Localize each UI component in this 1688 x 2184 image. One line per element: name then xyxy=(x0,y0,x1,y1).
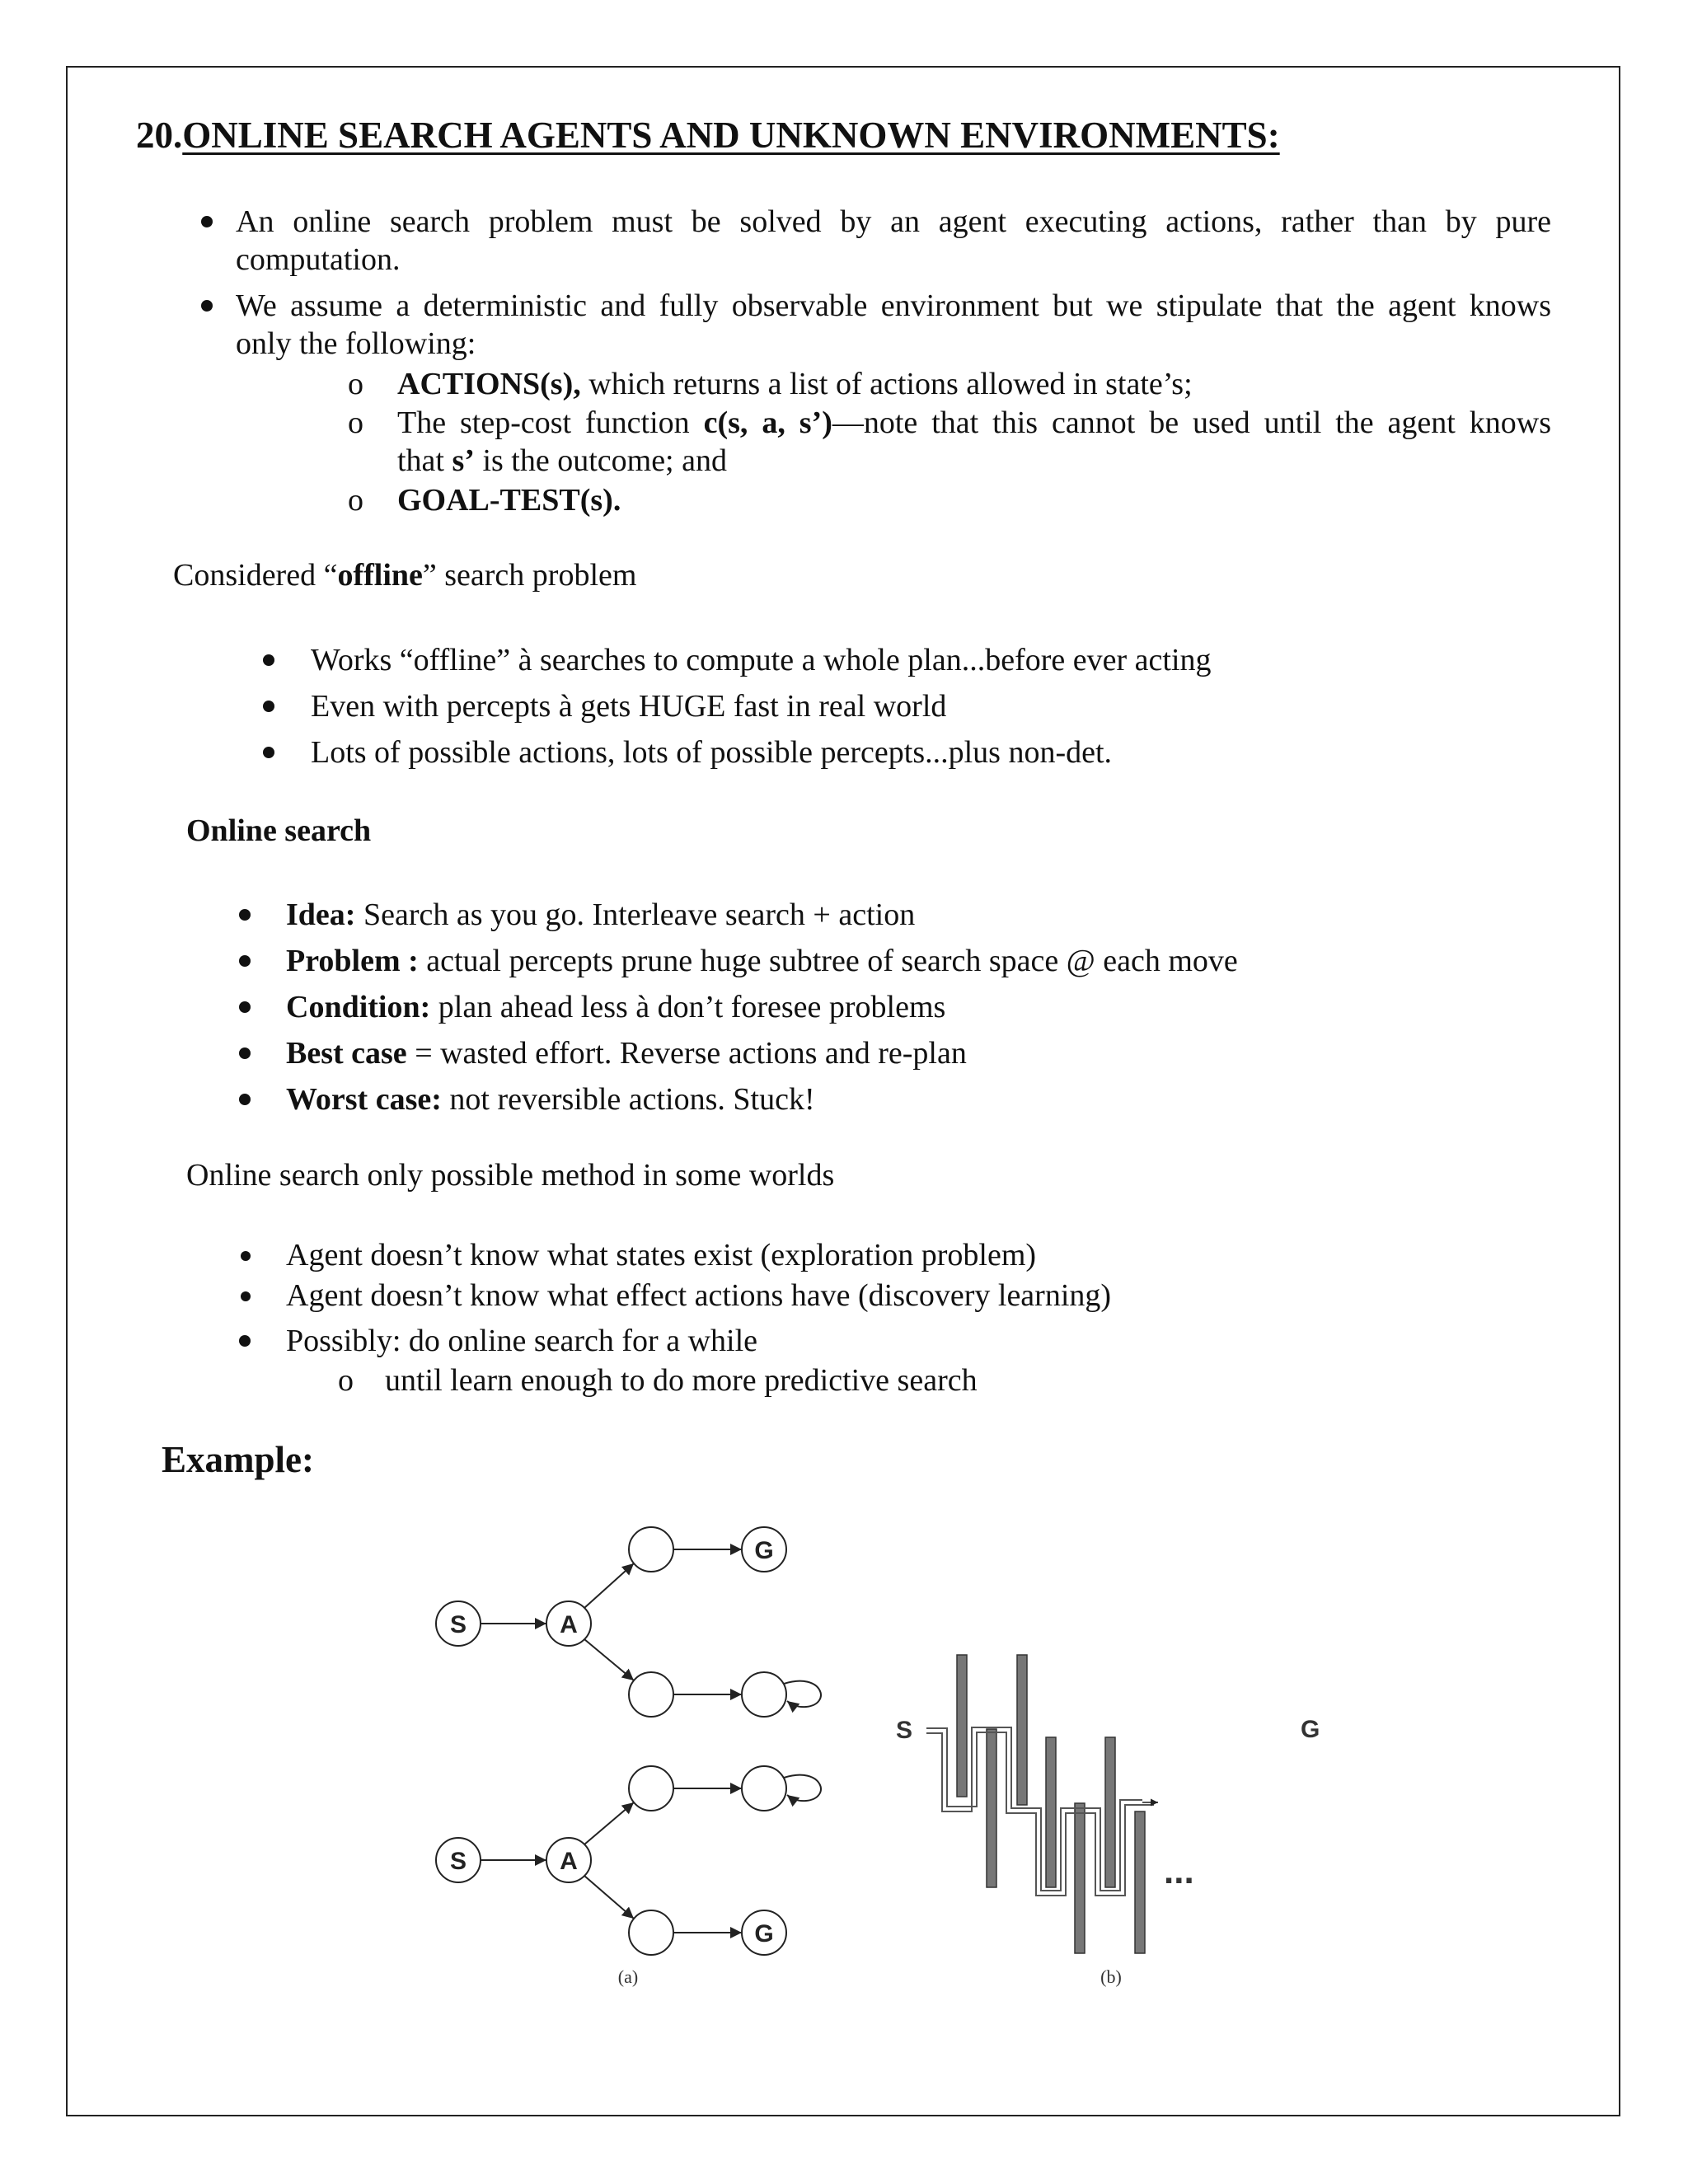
offline-item: Even with percepts à gets HUGE fast in real world xyxy=(311,689,947,724)
action-label: A xyxy=(560,1611,578,1638)
dead-end-node xyxy=(742,1766,786,1811)
knows-item-goal-test: GOAL-TEST(s). xyxy=(397,483,621,518)
section-number: 20. xyxy=(136,115,183,156)
dead-end-node xyxy=(742,1672,786,1717)
sub-bullet-icon: o xyxy=(348,367,363,401)
obstacle-bar xyxy=(1105,1737,1115,1887)
obstacle-bar xyxy=(957,1655,967,1797)
maze-goal-label: G xyxy=(1301,1716,1320,1743)
offline-intro: Considered “offline” search problem xyxy=(173,558,637,593)
section-title: ONLINE SEARCH AGENTS AND UNKNOWN ENVIRONMENTS: xyxy=(182,115,1280,156)
offline-item: Works “offline” à searches to compute a whole plan...before ever acting xyxy=(311,643,1212,677)
online-item: Best case = wasted effort. Reverse actions and re-plan xyxy=(286,1036,967,1071)
state-node xyxy=(629,1527,673,1572)
state-node xyxy=(629,1910,673,1955)
obstacle-bar xyxy=(1017,1655,1027,1805)
online-item: Condition: plan ahead less à don’t foresee problems xyxy=(286,990,946,1024)
sub-bullet-icon: o xyxy=(338,1363,354,1398)
offline-item: Lots of possible actions, lots of possible percepts...plus non-det. xyxy=(311,735,1113,770)
knows-item-step-cost-line2: that s’ is the outcome; and xyxy=(397,443,727,478)
worlds-item: Agent doesn’t know what effect actions have (discovery learning) xyxy=(286,1278,1112,1313)
obstacle-bar xyxy=(987,1729,996,1887)
knows-item-step-cost-line1: The step-cost function c(s, a, s’)—note that this cannot be used until the agent knows xyxy=(397,405,1551,440)
worlds-sub-item: until learn enough to do more predictive search xyxy=(385,1363,978,1398)
intro-bullet-1-line2: computation. xyxy=(236,242,401,277)
sub-bullet-icon: o xyxy=(348,483,363,518)
goal-label: G xyxy=(754,1920,774,1947)
self-loop-arrow xyxy=(784,1681,821,1708)
worlds-intro: Online search only possible method in some worlds xyxy=(186,1158,835,1193)
state-node xyxy=(629,1672,673,1717)
maze-start-label: S xyxy=(896,1717,913,1744)
online-item: Problem : actual percepts prune huge subtree of search space @ each move xyxy=(286,944,1238,978)
online-item: Worst case: not reversible actions. Stuck! xyxy=(286,1082,815,1117)
state-node xyxy=(629,1766,673,1811)
worlds-item: Agent doesn’t know what states exist (exploration problem) xyxy=(286,1238,1037,1272)
example-heading: Example: xyxy=(162,1439,314,1480)
obstacle-bar xyxy=(1135,1811,1145,1953)
edge-arrow xyxy=(584,1876,634,1919)
self-loop-arrow xyxy=(784,1775,821,1802)
sub-bullet-icon: o xyxy=(348,405,363,440)
obstacle-bar xyxy=(1046,1737,1056,1887)
intro-bullet-1-line1: An online search problem must be solved by an agent executing actions, rather than by pure xyxy=(236,204,1551,239)
maze-ellipsis: ... xyxy=(1164,1851,1194,1891)
obstacle-bar xyxy=(1075,1803,1085,1953)
intro-bullet-2-line2: only the following: xyxy=(236,326,476,361)
worlds-item: Possibly: do online search for a while xyxy=(286,1324,758,1358)
edge-arrow xyxy=(584,1639,634,1680)
goal-label: G xyxy=(754,1537,774,1564)
intro-bullet-2-line1: We assume a deterministic and fully observable environment but we stipulate that the agent knows xyxy=(236,288,1551,323)
online-item: Idea: Search as you go. Interleave search + action xyxy=(286,898,916,932)
online-heading: Online search xyxy=(186,813,372,848)
knows-item-actions: ACTIONS(s), which returns a list of actions allowed in state’s; xyxy=(397,367,1193,401)
action-label: A xyxy=(560,1848,578,1875)
caption-a: (a) xyxy=(617,1966,639,1987)
edge-arrow xyxy=(584,1802,634,1844)
start-label: S xyxy=(449,1611,467,1638)
diagram-b-maze xyxy=(957,1655,1145,1953)
start-label: S xyxy=(449,1848,467,1875)
edge-arrow xyxy=(584,1563,634,1608)
caption-b: (b) xyxy=(1100,1966,1122,1987)
